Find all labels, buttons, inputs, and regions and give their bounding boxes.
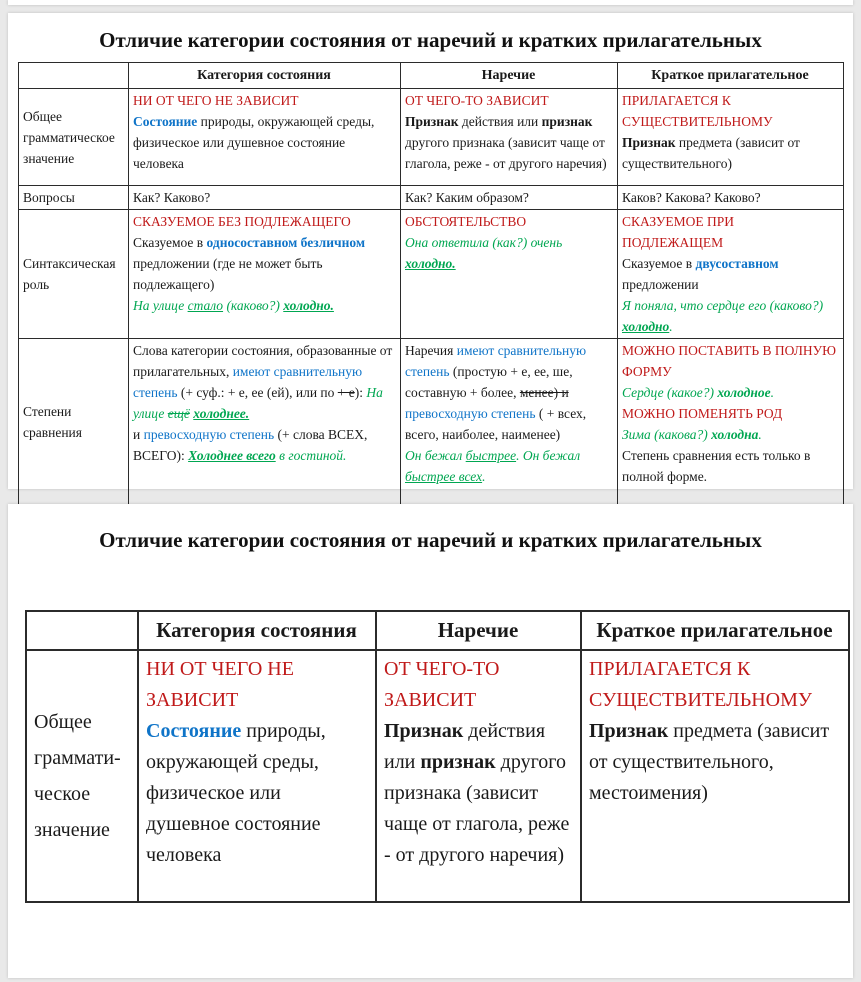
text-line: граммати- [34, 747, 121, 769]
document-title: Отличие категории состояния от наречий и кратких прилагательных [99, 28, 762, 52]
text-line: значение [34, 819, 110, 841]
row-syntactic-role [19, 210, 844, 339]
header-cell-category-of-state: Категория состояния [138, 611, 376, 650]
header-cell-short-adjective: Краткое прилагательное [581, 611, 849, 650]
cell-adverb [401, 339, 618, 505]
header-cell-empty [26, 611, 138, 650]
cell-short-adjective [618, 339, 844, 505]
text-line: СКАЗУЕМОЕ ПРИ ПОДЛЕЖАЩЕМ [622, 214, 735, 250]
text-line: НИ ОТ ЧЕГО НЕ ЗАВИСИТ [146, 658, 294, 711]
comparison-table-zoomed [25, 610, 850, 903]
comparison-table-overview [18, 62, 844, 505]
cell-adverb [401, 89, 618, 186]
text-line: Зима (какова?) холодна. [622, 427, 762, 442]
cell-short-adjective [618, 210, 844, 339]
text-line: Признак действия или признак другого признака (зависит чаще от глагола, реже - от другого наречия) [384, 720, 570, 866]
text-line: Состояние природы, окружающей среды, физическое или душевное состояние человека [133, 114, 375, 171]
row-comparison-degrees [19, 339, 844, 505]
cell-short-adjective [581, 650, 849, 902]
text-line: Вопросы [23, 190, 75, 205]
cell-category-of-state [129, 89, 401, 186]
row-label [19, 210, 129, 339]
text-line: НИ ОТ ЧЕГО НЕ ЗАВИСИТ [133, 93, 299, 108]
text-line: Каков? Какова? Каково? [622, 190, 761, 205]
row-general-grammatical-meaning [19, 89, 844, 186]
document-title: Отличие категории состояния от наречий и кратких прилагательных [99, 528, 762, 552]
text-line: Он бежал быстрее. Он бежал быстрее всех. [405, 448, 581, 484]
cell-adverb [401, 210, 618, 339]
text-line: ОТ ЧЕГО-ТО ЗАВИСИТ [384, 658, 500, 711]
text-line: Слова категории состояния, образованные от прилагательных, имеют сравнительную степень (+ суф.: + е, ее (ей), или по + е): На улице ещё холоднее. [133, 343, 393, 421]
cell-category-of-state [129, 186, 401, 210]
row-questions [19, 186, 844, 210]
cell-adverb [401, 186, 618, 210]
text-line: СКАЗУЕМОЕ БЕЗ ПОДЛЕЖАЩЕГО [133, 214, 351, 229]
text-line: Сказуемое в двусоставном предложении [622, 256, 779, 292]
row-label [19, 89, 129, 186]
cell-category-of-state [129, 339, 401, 505]
text-line: Синтаксическая роль [23, 256, 116, 292]
text-line: Я поняла, что сердце его (каково?) холодно. [622, 298, 824, 334]
text-line: Она ответила (как?) очень холодно. [405, 235, 563, 271]
text-line: Степень сравнения есть только в полной форме. [622, 448, 811, 484]
text-line: Сказуемое в односоставном безличном предложении (где не может быть подлежащего) [133, 235, 366, 292]
text-line: Общее грамматическое значение [23, 108, 115, 166]
cell-short-adjective [618, 89, 844, 186]
text-line: ПРИЛАГАЕТСЯ К СУЩЕСТВИТЕЛЬНОМУ [589, 658, 813, 711]
row-label [19, 186, 129, 210]
header-cell-empty [19, 63, 129, 89]
row-label [19, 339, 129, 505]
text-line: Сердце (какое?) холодное. [622, 385, 774, 400]
text-line: Состояние природы, окружающей среды, физическое или душевное состояние человека [146, 720, 326, 866]
cell-category-of-state [129, 210, 401, 339]
cell-adverb [376, 650, 581, 902]
cell-short-adjective [618, 186, 844, 210]
text-line: ПРИЛАГАЕТСЯ К СУЩЕСТВИТЕЛЬНОМУ [622, 93, 773, 129]
text-line: Общее [34, 711, 92, 733]
text-line: ОБСТОЯТЕЛЬСТВО [405, 214, 527, 229]
text-line: Как? Каково? [133, 190, 211, 205]
row-label [26, 650, 138, 902]
text-line: Степени сравнения [23, 403, 82, 440]
text-line: Признак действия или признак другого признака (зависит чаще от глагола, реже - от другого наречия) [405, 114, 607, 171]
header-cell-adverb: Наречие [376, 611, 581, 650]
page-2 [8, 504, 853, 978]
text-line: Наречия имеют сравнительную степень (простую + е, ее, ше, составную + более, менее) и превосходную степень ( + всех, всего, наиболее, наименее) [405, 343, 587, 442]
text-line: МОЖНО ПОМЕНЯТЬ РОД [622, 406, 783, 421]
text-line: Как? Каким образом? [405, 190, 529, 205]
row-general-grammatical-meaning [26, 650, 849, 902]
text-line: и превосходную степень (+ слова ВСЕХ, ВСЕГО): Холоднее всего в гостиной. [133, 427, 368, 463]
text-line: ческое [34, 783, 91, 805]
cell-category-of-state [138, 650, 376, 902]
header-cell-adverb: Наречие [401, 63, 618, 89]
table-header-row [26, 611, 849, 650]
table-header-row [19, 63, 844, 89]
text-line: МОЖНО ПОСТАВИТЬ В ПОЛНУЮ ФОРМУ [622, 343, 837, 379]
header-cell-category-of-state: Категория состояния [129, 63, 401, 89]
text-line: На улице стало (каково?) холодно. [133, 298, 334, 313]
previous-page-edge [8, 0, 853, 5]
text-line: Признак предмета (зависит от существительного, местоимения) [589, 720, 830, 804]
text-line: Признак предмета (зависит от существительного) [622, 135, 800, 171]
text-line: ОТ ЧЕГО-ТО ЗАВИСИТ [405, 93, 549, 108]
header-cell-short-adjective: Краткое прилагательное [618, 63, 844, 89]
page-1 [8, 13, 853, 489]
